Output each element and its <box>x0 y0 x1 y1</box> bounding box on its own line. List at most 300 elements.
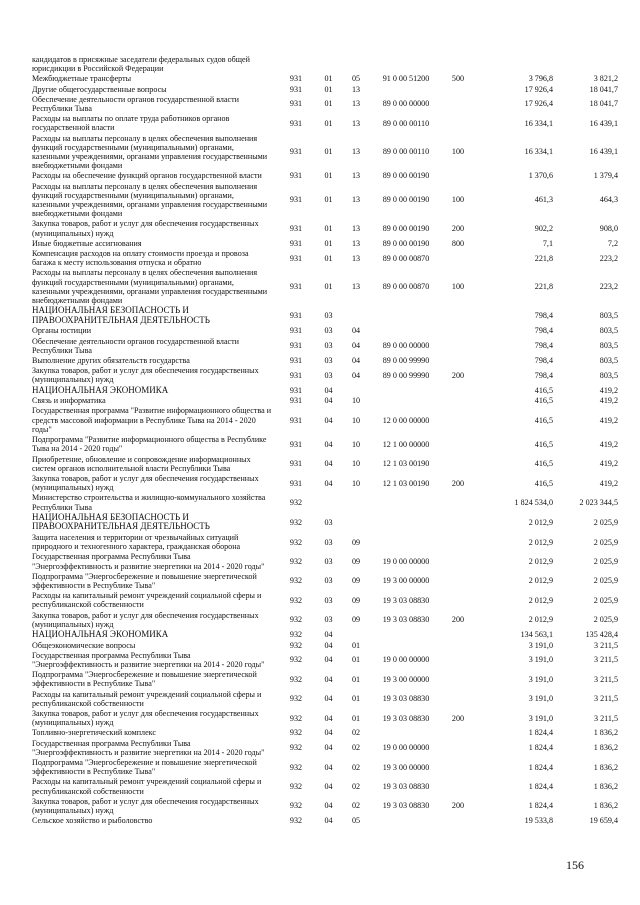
table-row <box>32 85 618 95</box>
expense-kind-code <box>441 552 475 571</box>
amount-year-1: 16 334,1 <box>524 118 553 128</box>
ministry-code: 932 <box>289 655 303 665</box>
target-article-code: 12 1 03 00190 <box>382 478 430 488</box>
row-name: Подпрограмма "Энергосбережение и повышение энергетической эффективности в Республике Тыва" <box>32 757 257 777</box>
ministry-code: 932 <box>289 728 303 738</box>
row-name: Министерство строительства и жилищно-коммунального хозяйства Республики Тыва <box>32 493 266 512</box>
target-article-code: 19 0 00 00000 <box>382 655 430 665</box>
expense-kind-code <box>441 356 475 366</box>
target-article-code <box>371 493 441 512</box>
expense-kind-code <box>441 630 475 641</box>
table-row <box>32 739 618 758</box>
expense-kind-code: 100 <box>451 195 465 205</box>
subsection-code: 01 <box>351 674 361 684</box>
amount-year-1: 461,3 <box>534 195 553 205</box>
row-name: Расходы на выплаты по оплате труда работников органов государственной власти <box>32 114 230 133</box>
section-code: 03 <box>324 341 333 351</box>
row-name: Топливно-энергетический комплекс <box>32 728 156 738</box>
row-name: НАЦИОНАЛЬНАЯ ЭКОНОМИКА <box>32 384 169 395</box>
amount-year-2: 803,5 <box>599 311 618 321</box>
expense-kind-code <box>441 816 475 826</box>
amount-year-2: 2 025,9 <box>593 595 618 605</box>
subsection-code: 09 <box>351 595 361 605</box>
expense-kind-code: 200 <box>451 713 465 723</box>
table-row <box>32 239 618 249</box>
expense-kind-code <box>441 85 475 95</box>
amount-year-2: 19 659,4 <box>589 816 618 826</box>
ministry-code: 932 <box>289 762 303 772</box>
amount-year-2: 3 211,5 <box>594 674 618 684</box>
subsection-code: 10 <box>351 415 361 425</box>
table-row <box>32 690 618 709</box>
amount-year-1: 3 191,0 <box>528 674 553 684</box>
ministry-code: 931 <box>289 370 303 380</box>
row-name: Подпрограмма "Энергосбережение и повышение энергетической эффективности в Республике Тыва" <box>32 670 257 689</box>
row-name: Закупка товаров, работ и услуг для обеспечения государственных (муниципальных) нужд <box>32 219 259 238</box>
section-code: 04 <box>324 459 333 469</box>
subsection-code: 10 <box>351 396 361 406</box>
target-article-code: 19 3 03 08830 <box>382 801 430 811</box>
amount-year-2: 3 211,5 <box>594 713 618 723</box>
expense-kind-code <box>441 572 475 591</box>
amount-year-2: 419,2 <box>599 478 618 488</box>
section-code: 03 <box>324 326 333 336</box>
table-row <box>32 406 618 435</box>
ministry-code: 931 <box>289 171 303 181</box>
section-code: 01 <box>324 84 333 94</box>
subsection-code: 01 <box>351 713 361 723</box>
target-article-code <box>371 326 441 336</box>
ministry-code: 931 <box>289 224 303 234</box>
table-row <box>32 493 618 512</box>
amount-year-2: 223,2 <box>599 282 618 292</box>
subsection-code: 02 <box>351 801 361 811</box>
section-code: 04 <box>324 674 333 684</box>
section-code: 04 <box>324 439 333 449</box>
target-article-code <box>371 386 441 397</box>
ministry-code: 931 <box>289 439 303 449</box>
table-row <box>32 219 618 238</box>
subsection-code: 13 <box>351 238 361 248</box>
amount-year-2: 18 041,7 <box>589 99 618 109</box>
section-code: 03 <box>324 311 333 321</box>
amount-year-1: 3 191,0 <box>528 713 553 723</box>
amount-year-2: 3 211,5 <box>594 655 618 665</box>
expense-kind-code <box>441 455 475 474</box>
amount-year-1: 19 533,8 <box>524 816 553 826</box>
table-row <box>32 435 618 454</box>
section-code: 01 <box>324 195 333 205</box>
table-row <box>32 670 618 689</box>
row-name: Закупка товаров, работ и услуг для обеспечения государственных (муниципальных) нужд <box>32 366 259 385</box>
ministry-code: 931 <box>289 396 303 406</box>
subsection-code <box>341 630 371 641</box>
table-row <box>32 356 618 366</box>
amount-year-2: 1 836,2 <box>593 762 618 772</box>
section-code: 03 <box>324 615 333 625</box>
table-row <box>32 533 618 552</box>
target-article-code: 89 0 00 99990 <box>382 356 430 366</box>
amount-year-1: 221,8 <box>534 282 553 292</box>
ministry-code: 931 <box>289 74 303 84</box>
section-code: 04 <box>324 713 333 723</box>
page-number: 156 <box>566 858 584 872</box>
amount-year-2: 7,2 <box>607 238 618 248</box>
row-name: Расходы на капитальный ремонт учреждений социальной сферы и республиканской собственности <box>32 591 262 610</box>
table-row <box>32 114 618 133</box>
target-article-code <box>371 396 441 406</box>
subsection-code: 13 <box>351 171 361 181</box>
section-code: 01 <box>324 253 333 263</box>
target-article-code <box>371 630 441 641</box>
target-article-code <box>371 816 441 826</box>
section-code: 04 <box>324 781 333 791</box>
target-article-code: 89 0 00 00000 <box>382 341 430 351</box>
target-article-code <box>371 641 441 651</box>
expense-kind-code: 200 <box>451 615 465 625</box>
amount-year-1: 798,4 <box>534 311 553 321</box>
table-row <box>32 171 618 181</box>
target-article-code: 12 1 00 00000 <box>382 439 430 449</box>
ministry-code: 932 <box>289 576 303 586</box>
subsection-code: 10 <box>351 439 361 449</box>
budget-table <box>32 55 618 826</box>
ministry-code: 931 <box>289 147 303 157</box>
row-name: Расходы на капитальный ремонт учреждений социальной сферы и республиканской собственности <box>32 777 262 796</box>
amount-year-2: 2 025,9 <box>593 517 618 527</box>
ministry-code: 931 <box>289 385 303 395</box>
subsection-code: 09 <box>351 556 361 566</box>
expense-kind-code <box>441 435 475 454</box>
ministry-code: 932 <box>289 713 303 723</box>
subsection-code: 09 <box>351 615 361 625</box>
section-code: 01 <box>324 238 333 248</box>
row-name: Расходы на выплаты персоналу в целях обеспечения выполнения функций государственными (муниципальными) органами, казенными учреждениями, органами управления государственными внебюджетными фондами <box>32 268 268 306</box>
expense-kind-code: 200 <box>451 801 465 811</box>
subsection-code <box>341 55 371 74</box>
expense-kind-code <box>441 249 475 268</box>
target-article-code: 19 3 03 08830 <box>382 781 430 791</box>
expense-kind-code: 800 <box>451 238 465 248</box>
amount-year-2: 464,3 <box>599 195 618 205</box>
subsection-code <box>341 493 371 512</box>
subsection-code: 04 <box>351 341 361 351</box>
expense-kind-code <box>441 533 475 552</box>
amount-year-2: 2 025,9 <box>593 556 618 566</box>
subsection-code: 13 <box>351 195 361 205</box>
target-article-code: 89 0 00 00190 <box>382 238 430 248</box>
target-article-code: 89 0 00 00870 <box>382 282 430 292</box>
section-code: 01 <box>324 224 333 234</box>
ministry-code: 931 <box>289 195 303 205</box>
table-row <box>32 611 618 630</box>
expense-kind-code <box>441 690 475 709</box>
target-article-code <box>371 728 441 738</box>
expense-kind-code <box>441 641 475 651</box>
table-row <box>32 474 618 493</box>
section-code: 04 <box>324 762 333 772</box>
ministry-code: 932 <box>289 497 303 507</box>
section-code: 04 <box>324 743 333 753</box>
target-article-code: 89 0 00 00190 <box>382 195 430 205</box>
row-name: Закупка товаров, работ и услуг для обеспечения государственных (муниципальных) нужд <box>32 473 259 493</box>
table-row <box>32 337 618 356</box>
row-name: Компенсация расходов на оплату стоимости проезда и провоза багажа к месту использования отпуска и обратно <box>32 249 249 268</box>
ministry-code: 931 <box>289 238 303 248</box>
table-row <box>32 552 618 571</box>
amount-year-1: 1 824 534,0 <box>514 497 553 507</box>
ministry-code: 931 <box>289 311 303 321</box>
subsection-code: 01 <box>351 655 361 665</box>
amount-year-2: 419,2 <box>599 396 618 406</box>
table-row <box>32 651 618 670</box>
row-name: НАЦИОНАЛЬНАЯ БЕЗОПАСНОСТЬ И ПРАВООХРАНИТЕЛЬНАЯ ДЕЯТЕЛЬНОСТЬ <box>32 305 210 325</box>
table-row <box>32 572 618 591</box>
target-article-code: 19 3 00 00000 <box>382 762 430 772</box>
amount-year-2: 2 025,9 <box>593 615 618 625</box>
table-row <box>32 630 618 641</box>
subsection-code: 10 <box>351 478 361 488</box>
section-code: 04 <box>324 396 333 406</box>
amount-year-2: 803,5 <box>599 370 618 380</box>
target-article-code: 19 3 00 00000 <box>382 576 430 586</box>
subsection-code: 09 <box>351 576 361 586</box>
expense-kind-code: 100 <box>451 282 465 292</box>
table-row <box>32 758 618 777</box>
section-code: 03 <box>324 370 333 380</box>
row-name: Государственная программа "Развитие информационного общества и средств массовой информации в Республике Тыва на 2014 - 2020 годы" <box>32 406 272 434</box>
target-article-code: 91 0 00 51200 <box>382 74 430 84</box>
row-name: НАЦИОНАЛЬНАЯ БЕЗОПАСНОСТЬ И ПРАВООХРАНИТЕЛЬНАЯ ДЕЯТЕЛЬНОСТЬ <box>32 511 210 532</box>
section-code <box>316 55 341 74</box>
target-article-code: 89 0 00 00870 <box>382 253 430 263</box>
target-article-code <box>371 533 441 552</box>
amount-year-2: 908,0 <box>599 224 618 234</box>
table-row <box>32 797 618 816</box>
amount-year-2: 419,2 <box>599 385 618 395</box>
subsection-code: 01 <box>351 694 361 704</box>
subsection-code <box>341 306 371 326</box>
section-code: 04 <box>324 640 333 650</box>
expense-kind-code <box>441 651 475 670</box>
ministry-code: 932 <box>289 801 303 811</box>
target-article-code: 12 0 00 00000 <box>382 415 430 425</box>
ministry-code: 932 <box>289 537 303 547</box>
subsection-code: 13 <box>351 84 361 94</box>
amount-year-1: 798,4 <box>534 341 553 351</box>
expense-kind-code <box>441 326 475 336</box>
amount-year-2: 3 211,5 <box>594 640 618 650</box>
table-row <box>32 455 618 474</box>
amount-year-2: 16 439,1 <box>589 118 618 128</box>
subsection-code: 10 <box>351 459 361 469</box>
amount-year-1: 416,5 <box>534 415 553 425</box>
amount-year-1: 416,5 <box>534 459 553 469</box>
amount-year-2: 803,5 <box>599 356 618 366</box>
target-article-code: 89 0 00 00110 <box>382 118 430 128</box>
ministry-code: 932 <box>289 743 303 753</box>
ministry-code: 931 <box>289 118 303 128</box>
ministry-code: 931 <box>289 341 303 351</box>
section-code: 04 <box>324 655 333 665</box>
amount-year-1: 2 012,9 <box>528 537 553 547</box>
ministry-code: 932 <box>289 517 303 527</box>
section-code: 03 <box>324 595 333 605</box>
amount-year-1: 1 824,4 <box>528 801 553 811</box>
expense-kind-code <box>441 95 475 114</box>
row-name: Общеэкономические вопросы <box>32 640 136 650</box>
target-article-code: 19 3 03 08830 <box>382 615 430 625</box>
ministry-code: 932 <box>289 674 303 684</box>
target-article-code: 19 3 03 08830 <box>382 713 430 723</box>
amount-year-2: 2 025,9 <box>593 576 618 586</box>
ministry-code: 931 <box>289 356 303 366</box>
subsection-code: 02 <box>351 781 361 791</box>
section-code: 01 <box>324 74 333 84</box>
expense-kind-code <box>441 739 475 758</box>
subsection-code: 13 <box>351 224 361 234</box>
target-article-code: 89 0 00 00190 <box>382 224 430 234</box>
expense-kind-code <box>441 758 475 777</box>
table-row <box>32 728 618 738</box>
amount-year-2: 419,2 <box>599 459 618 469</box>
subsection-code: 04 <box>351 326 361 336</box>
ministry-code: 932 <box>289 640 303 650</box>
subsection-code <box>341 513 371 533</box>
table-row <box>32 641 618 651</box>
section-code: 01 <box>324 118 333 128</box>
ministry-code: 931 <box>289 99 303 109</box>
ministry-code: 931 <box>289 282 303 292</box>
amount-year-1 <box>475 55 553 74</box>
subsection-code <box>341 386 371 397</box>
row-name: Органы юстиции <box>32 326 92 336</box>
ministry-code: 932 <box>289 595 303 605</box>
subsection-code: 13 <box>351 282 361 292</box>
amount-year-1: 416,5 <box>534 396 553 406</box>
amount-year-1: 416,5 <box>534 439 553 449</box>
amount-year-1: 902,2 <box>534 224 553 234</box>
row-name: Связь и информатика <box>32 396 106 406</box>
target-article-code: 19 3 00 00000 <box>382 674 430 684</box>
expense-kind-code <box>441 396 475 406</box>
table-row <box>32 777 618 796</box>
target-article-code: 19 3 03 08830 <box>382 595 430 605</box>
row-name: Закупка товаров, работ и услуг для обеспечения государственных (муниципальных) нужд <box>32 796 259 815</box>
amount-year-1: 221,8 <box>534 253 553 263</box>
row-name: Расходы на выплаты персоналу в целях обеспечения выполнения функций государственными (муниципальными) органами, казенными учреждениями, органами управления государственными внебюджетными фондами <box>32 181 268 219</box>
table-row <box>32 386 618 397</box>
amount-year-2: 2 025,9 <box>593 537 618 547</box>
target-article-code: 89 0 00 99990 <box>382 370 430 380</box>
amount-year-2: 1 836,2 <box>593 781 618 791</box>
amount-year-1: 3 191,0 <box>528 640 553 650</box>
section-code: 04 <box>324 630 333 640</box>
expense-kind-code <box>441 55 475 74</box>
amount-year-1: 16 334,1 <box>524 147 553 157</box>
table-row <box>32 182 618 220</box>
amount-year-1: 416,5 <box>534 478 553 488</box>
amount-year-2: 419,2 <box>599 415 618 425</box>
section-code: 04 <box>324 816 333 826</box>
expense-kind-code <box>441 493 475 512</box>
amount-year-1: 2 012,9 <box>528 517 553 527</box>
ministry-code: 931 <box>289 253 303 263</box>
amount-year-1: 2 012,9 <box>528 595 553 605</box>
section-code: 03 <box>324 517 333 527</box>
amount-year-1: 1 824,4 <box>528 762 553 772</box>
row-name: Государственная программа Республики Тыва "Энергоэффективность и развитие энергетики на 2014 - 2020 годы" <box>32 650 265 669</box>
table-row <box>32 816 618 826</box>
expense-kind-code <box>441 337 475 356</box>
target-article-code <box>371 306 441 326</box>
amount-year-2: 3 211,5 <box>594 694 618 704</box>
row-name: Подпрограмма "Развитие информационного общества в Республике Тыва на 2014 - 2020 годы" <box>32 435 267 454</box>
amount-year-1: 3 796,8 <box>528 74 553 84</box>
ministry-code: 931 <box>289 84 303 94</box>
row-name: Сельское хозяйство и рыболовство <box>32 816 153 826</box>
subsection-code: 09 <box>351 537 361 547</box>
amount-year-1: 2 012,9 <box>528 556 553 566</box>
target-article-code: 19 0 00 00000 <box>382 743 430 753</box>
ministry-code: 932 <box>289 781 303 791</box>
section-code: 03 <box>324 556 333 566</box>
amount-year-2: 18 041,7 <box>589 84 618 94</box>
section-code: 04 <box>324 728 333 738</box>
table-row <box>32 709 618 728</box>
table-row <box>32 326 618 336</box>
expense-kind-code <box>441 406 475 435</box>
ministry-code: 931 <box>289 326 303 336</box>
expense-kind-code: 100 <box>451 147 465 157</box>
row-name: Обеспечение деятельности органов государственной власти Республики Тыва <box>32 94 240 114</box>
amount-year-2: 223,2 <box>599 253 618 263</box>
section-code: 04 <box>324 385 333 395</box>
expense-kind-code: 200 <box>451 478 465 488</box>
table-row <box>32 513 618 533</box>
row-name: Иные бюджетные ассигнования <box>32 238 142 248</box>
subsection-code: 13 <box>351 147 361 157</box>
subsection-code: 13 <box>351 118 361 128</box>
row-name: Обеспечение деятельности органов государственной власти Республики Тыва <box>32 336 240 355</box>
subsection-code: 02 <box>351 762 361 772</box>
subsection-code: 04 <box>351 356 361 366</box>
table-row <box>32 591 618 610</box>
table-row <box>32 74 618 84</box>
amount-year-1: 1 824,4 <box>528 728 553 738</box>
section-code: 04 <box>324 801 333 811</box>
table-row <box>32 134 618 172</box>
target-article-code: 12 1 03 00190 <box>382 459 430 469</box>
row-name: Защита населения и территории от чрезвычайных ситуаций природного и техногенного характера, гражданская оборона <box>32 532 241 552</box>
section-code: 04 <box>324 415 333 425</box>
amount-year-2: 419,2 <box>599 439 618 449</box>
ministry-code: 932 <box>289 694 303 704</box>
target-article-code: 89 0 00 00000 <box>382 99 430 109</box>
subsection-code: 04 <box>351 370 361 380</box>
table-row <box>32 366 618 385</box>
amount-year-2: 803,5 <box>599 326 618 336</box>
row-name: кандидатов в присяжные заседатели федеральных судов общей юрисдикции в Российской Федерации <box>32 55 250 74</box>
expense-kind-code: 200 <box>451 224 465 234</box>
amount-year-1: 798,4 <box>534 370 553 380</box>
ministry-code: 932 <box>289 816 303 826</box>
section-code: 03 <box>324 576 333 586</box>
expense-kind-code <box>441 386 475 397</box>
amount-year-1: 798,4 <box>534 356 553 366</box>
subsection-code: 05 <box>351 816 361 826</box>
section-code: 01 <box>324 171 333 181</box>
